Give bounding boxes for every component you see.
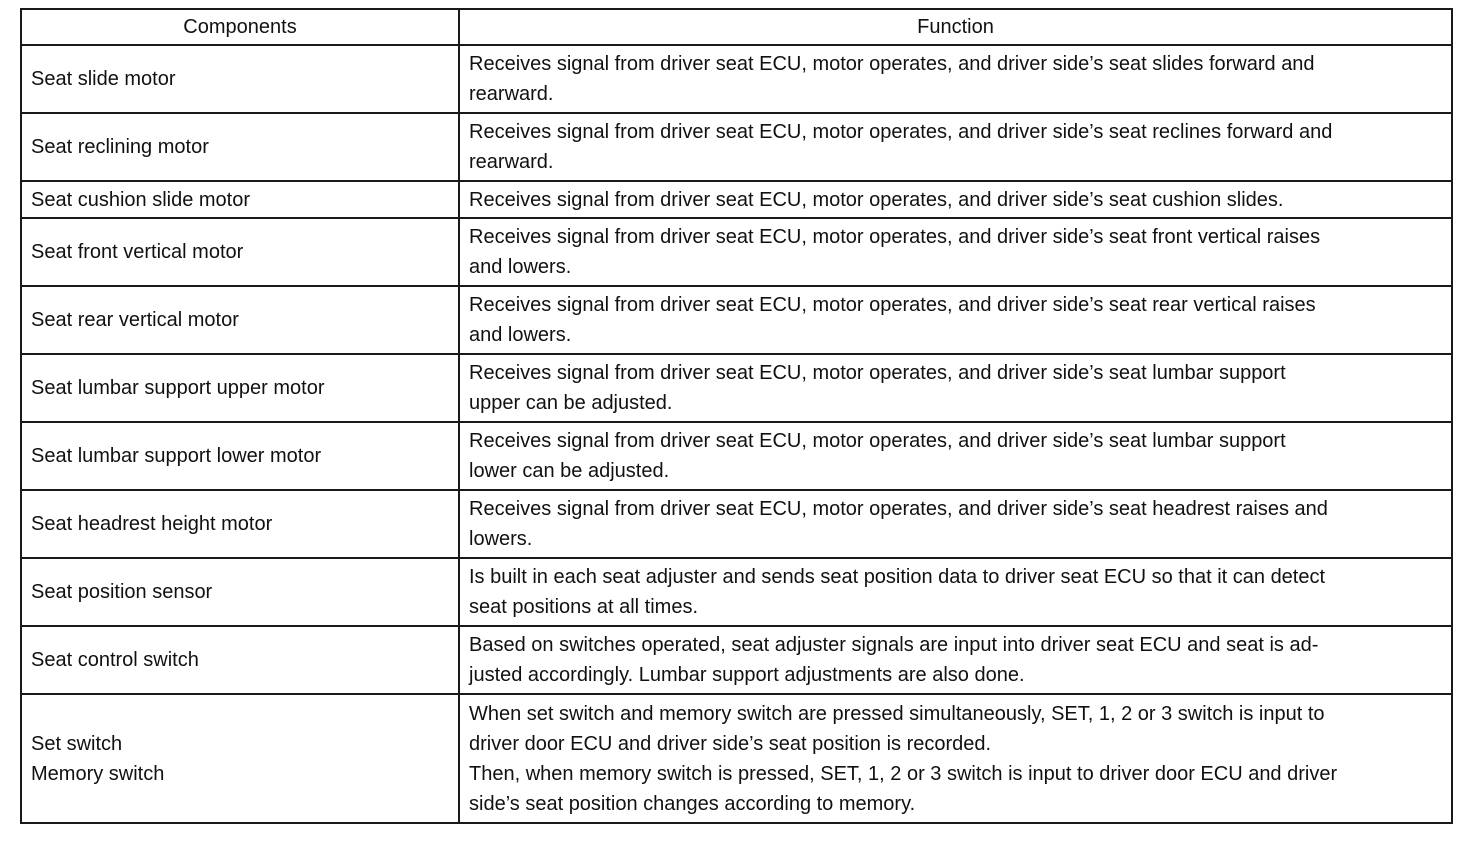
function-text: Receives signal from driver seat ECU, motor operates, and driver side’s seat cushion slides. [469, 188, 1284, 211]
component-name: Seat position sensor [31, 581, 213, 603]
component-name: Seat front vertical motor [31, 241, 244, 263]
component-cell [21, 422, 459, 490]
function-text: Receives signal from driver seat ECU, motor operates, and driver side’s seat rear vertical raises [469, 294, 1316, 316]
function-cell [459, 45, 1452, 113]
table-row [21, 626, 1452, 694]
table-row [21, 218, 1452, 286]
function-cell [459, 490, 1452, 558]
function-text: lowers. [469, 528, 533, 550]
function-text: and lowers. [469, 256, 572, 278]
table-row [21, 694, 1452, 823]
header-components: Components [21, 9, 459, 45]
function-text: rearward. [469, 83, 554, 105]
function-text: Receives signal from driver seat ECU, motor operates, and driver side’s seat headrest raises and [469, 498, 1328, 520]
function-text: Receives signal from driver seat ECU, motor operates, and driver side’s seat reclines forward and [469, 121, 1333, 143]
function-text: Based on switches operated, seat adjuster signals are input into driver seat ECU and seat is ad- [469, 634, 1319, 656]
function-text: upper can be adjusted. [469, 392, 673, 414]
component-name: Memory switch [31, 762, 165, 785]
function-cell [459, 286, 1452, 354]
table-row [21, 558, 1452, 626]
table-row [21, 422, 1452, 490]
function-text: Then, when memory switch is pressed, SET, 1, 2 or 3 switch is input to driver door ECU and driver [469, 762, 1338, 785]
function-text: lower can be adjusted. [469, 460, 670, 482]
component-cell [21, 181, 459, 218]
component-name: Seat slide motor [31, 68, 176, 90]
component-cell [21, 626, 459, 694]
function-cell [459, 181, 1452, 218]
function-cell [459, 422, 1452, 490]
function-text: Receives signal from driver seat ECU, motor operates, and driver side’s seat front vertical raises [469, 226, 1321, 248]
function-cell [459, 113, 1452, 181]
function-text: Receives signal from driver seat ECU, motor operates, and driver side’s seat lumbar support [469, 362, 1286, 384]
component-cell [21, 558, 459, 626]
component-cell [21, 286, 459, 354]
component-name: Set switch [31, 732, 123, 755]
table-row [21, 286, 1452, 354]
component-cell [21, 490, 459, 558]
component-cell [21, 218, 459, 286]
component-name: Seat cushion slide motor [31, 188, 251, 211]
table-row [21, 45, 1452, 113]
function-text: Receives signal from driver seat ECU, motor operates, and driver side’s seat slides forward and [469, 53, 1315, 75]
function-text: rearward. [469, 151, 554, 173]
function-cell [459, 626, 1452, 694]
component-name: Seat lumbar support upper motor [31, 377, 325, 399]
table-header-row [21, 9, 1452, 45]
table-row [21, 354, 1452, 422]
table-row [21, 113, 1452, 181]
component-cell [21, 694, 459, 823]
components-function-table [20, 8, 1453, 824]
component-cell [21, 113, 459, 181]
function-cell [459, 694, 1452, 823]
component-name: Seat control switch [31, 649, 199, 671]
function-text: When set switch and memory switch are pressed simultaneously, SET, 1, 2 or 3 switch is input to [469, 702, 1325, 725]
component-name: Seat lumbar support lower motor [31, 445, 322, 467]
component-name: Seat reclining motor [31, 136, 209, 158]
component-name: Seat rear vertical motor [31, 309, 239, 331]
header-function: Function [459, 9, 1452, 45]
function-text: justed accordingly. Lumbar support adjustments are also done. [469, 664, 1025, 686]
table-row [21, 490, 1452, 558]
function-cell [459, 558, 1452, 626]
function-text: driver door ECU and driver side’s seat position is recorded. [469, 732, 992, 755]
component-cell [21, 45, 459, 113]
function-text: seat positions at all times. [469, 596, 698, 618]
function-text: Receives signal from driver seat ECU, motor operates, and driver side’s seat lumbar support [469, 430, 1286, 452]
table-row [21, 181, 1452, 218]
function-text: and lowers. [469, 324, 572, 346]
function-cell [459, 354, 1452, 422]
component-name: Seat headrest height motor [31, 513, 273, 535]
function-text: Is built in each seat adjuster and sends seat position data to driver seat ECU so that it can detect [469, 566, 1326, 588]
function-text: side’s seat position changes according to memory. [469, 792, 916, 815]
function-cell [459, 218, 1452, 286]
component-cell [21, 354, 459, 422]
